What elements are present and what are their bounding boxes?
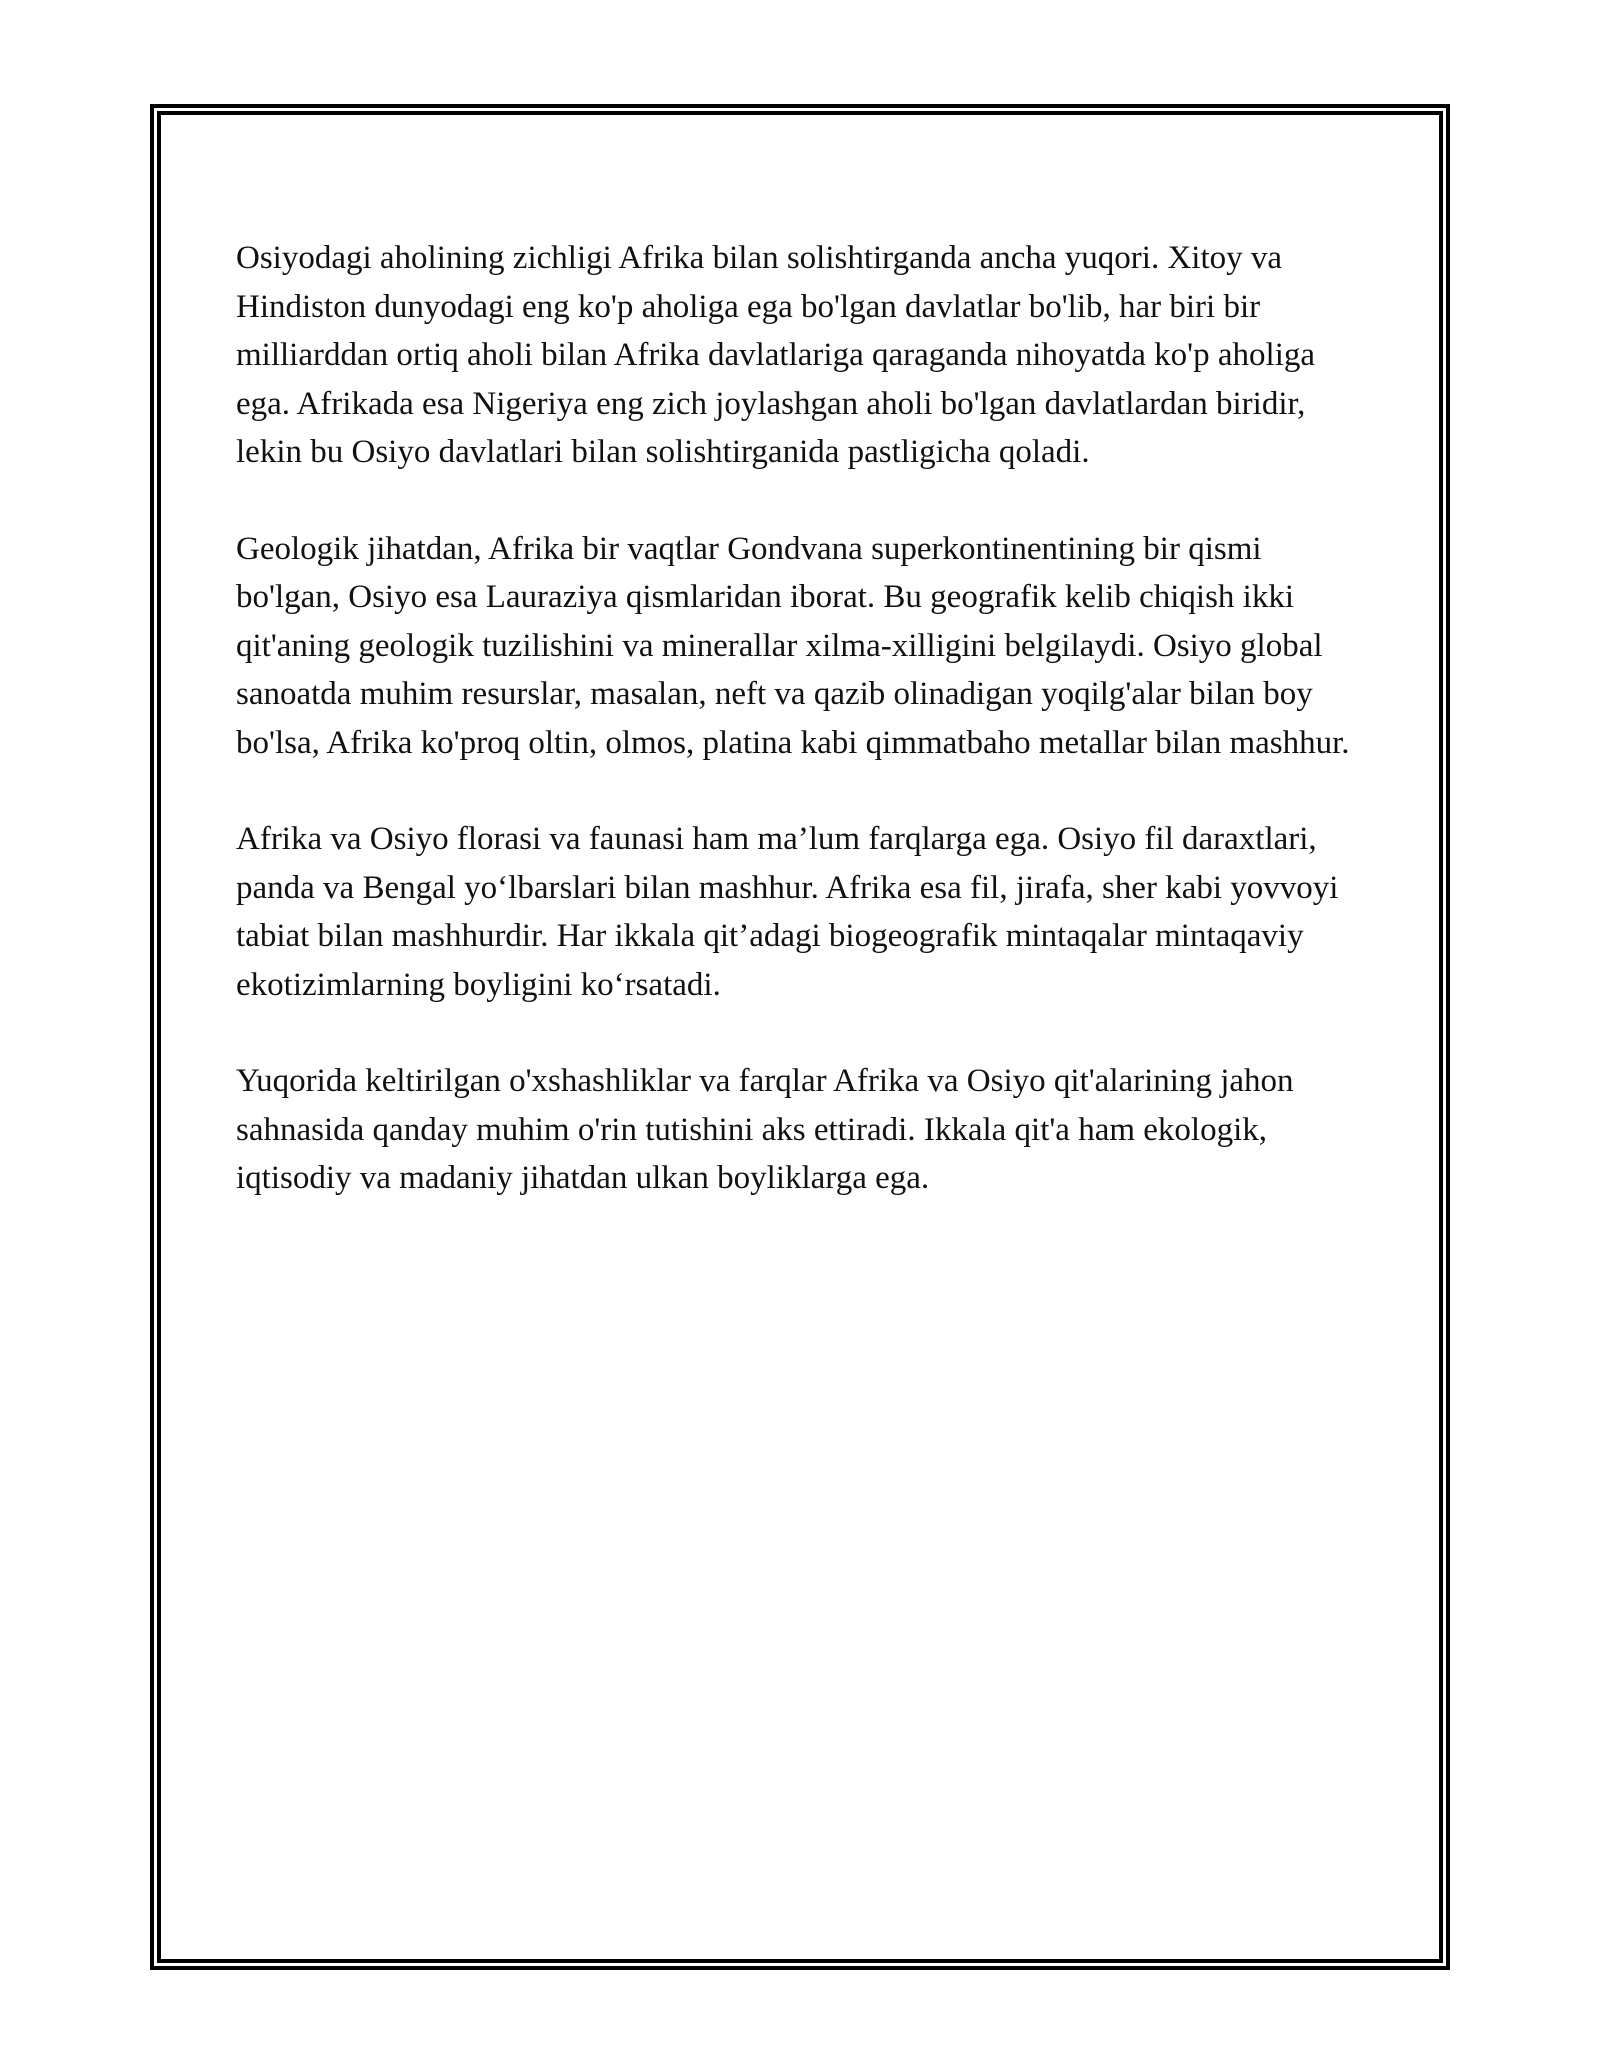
paragraph-flora-fauna: Afrika va Osiyo florasi va faunasi ham ma’lum farqlarga ega. Osiyo fil daraxtlari, panda va Bengal yo‘lbarslari bilan mashhur. Afrika esa fil, jirafa, sher kabi yovvoyi tabiat bilan mashhurdir. Har ikkala qit’adagi biogeografik mintaqalar mintaqaviy ekotizimlarning boyligini ko‘rsatadi. — [236, 821, 1339, 1003]
paragraph-population: Osiyodagi aholining zichligi Afrika bilan solishtirganda ancha yuqori. Xitoy va Hindiston dunyodagi eng ko'p aholiga ega bo'lgan davlatlar bo'lib, har biri bir milliarddan ortiq aholi bilan Afrika davlatlariga qaraganda nihoyatda ko'p aholiga ega. Afrikada esa Nigeriya eng zich joylashgan aholi bo'lgan davlatlardan biridir, lekin bu Osiyo davlatlari bilan solishtirganida pastligicha qoladi. — [236, 240, 1316, 470]
paragraph-conclusion: Yuqorida keltirilgan o'xshashliklar va farqlar Afrika va Osiyo qit'alarining jahon sahnasida qanday muhim o'rin tutishini aks ettiradi. Ikkala qit'a ham ekologik, iqtisodiy va madaniy jihatdan ulkan boyliklarga ega. — [236, 1063, 1294, 1196]
document-body — [236, 234, 1366, 1251]
paragraph-geology: Geologik jihatdan, Afrika bir vaqtlar Gondvana superkontinentining bir qismi bo'lgan, Osiyo esa Lauraziya qismlaridan iborat. Bu geografik kelib chiqish ikki qit'aning geologik tuzilishini va minerallar xilma-xilligini belgilaydi. Osiyo global sanoatda muhim resurslar, masalan, neft va qazib olinadigan yoqilg'alar bilan boy bo'lsa, Afrika ko'proq oltin, olmos, platina kabi qimmatbaho metallar bilan mashhur. — [236, 530, 1350, 761]
